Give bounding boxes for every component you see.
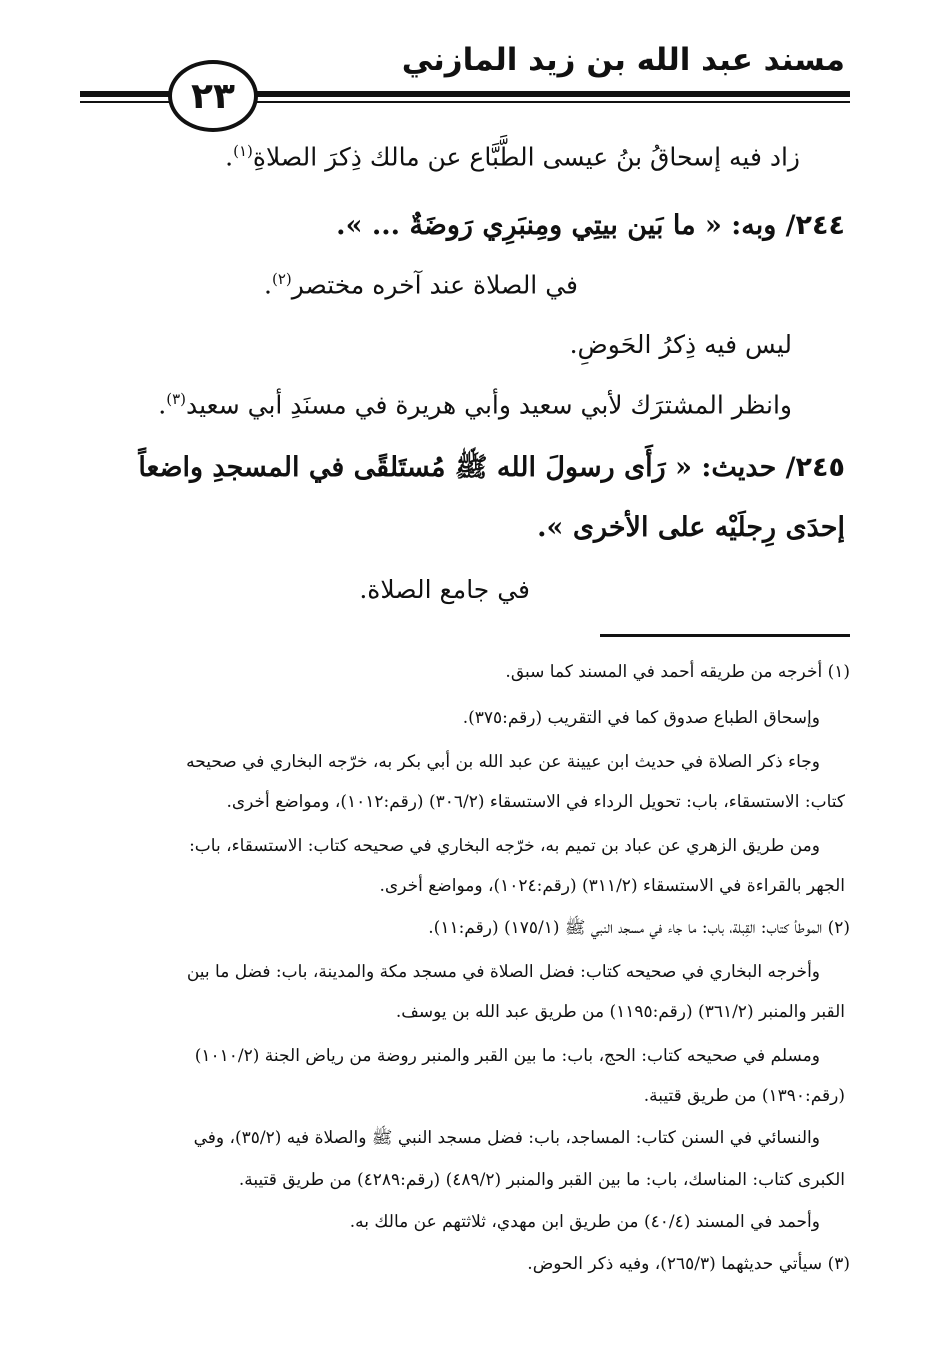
text: زاد فيه إسحاقُ بنُ عيسى الطَّبَّاع عن مالك ذِكرَ الصلاةِ — [252, 142, 800, 172]
hadith-244 — [336, 210, 845, 242]
footnote-ref-1[interactable]: (١) — [233, 142, 253, 160]
footnote-line: (١) أخرجه من طريقه أحمد في المسند كما سبق. — [505, 662, 850, 682]
text-line-3 — [264, 270, 578, 300]
footnote-line: وأحمد في المسند (٤٠/٤) من طريق ابن مهدي، ثلاثتهم عن مالك به. — [349, 1212, 820, 1232]
footnote-line: (٣) سيأتي حديثهما (٢٦٥/٣)، وفيه ذكر الحوض. — [527, 1254, 850, 1274]
text: . — [264, 270, 272, 300]
hadith-245-cont: إحدَى رِجلَيْه على الأخرى ». — [537, 512, 845, 543]
header-rule-left — [80, 91, 180, 97]
hadith-number: ٢٤٤/ — [785, 210, 845, 241]
page-number: ٢٣ — [168, 60, 258, 132]
footnote-line: القبر والمنبر (٣٦١/٢) (رقم:١١٩٥) من طريق عبد الله بن يوسف. — [395, 1002, 845, 1022]
hadith-number: ٢٤٥/ — [785, 452, 845, 483]
footnote-line: وجاء ذكر الصلاة في حديث ابن عيينة عن عبد الله بن أبي بكر به، خرّجه البخاري في صحيحه — [186, 752, 820, 772]
text-line-8: في جامع الصلاة. — [359, 575, 530, 604]
hadith-label: وبه: — [731, 210, 777, 241]
hadith-text: « ما بَين بيتِي ومِنبَرِي رَوضَةٌ ... ». — [336, 210, 722, 241]
footnote-ref-3[interactable]: (٣) — [166, 390, 186, 408]
footnote-line: وأخرجه البخاري في صحيحه كتاب: فضل الصلاة في مسجد مكة والمدينة، باب: فضل ما بين — [186, 962, 820, 982]
footnote-line: وإسحاق الطباع صدوق كما في التقريب (رقم:٣٧٥). — [462, 708, 820, 728]
footnote-line: ومن طريق الزهري عن عباد بن تميم به، خرّجه البخاري في صحيحه كتاب: الاستسقاء، باب: — [189, 836, 820, 856]
hadith-245 — [138, 452, 845, 484]
footnote-line: (رقم:١٣٩٠) من طريق قتيبة. — [643, 1086, 845, 1106]
footnote-ref-2[interactable]: (٢) — [271, 270, 292, 288]
text-line-5 — [158, 390, 792, 420]
text: في الصلاة عند آخره مختصر — [291, 270, 578, 300]
text: . — [158, 390, 167, 420]
text-line-1 — [225, 142, 800, 172]
footnote-line: كتاب: الاستسقاء، باب: تحويل الرداء في الاستسقاء (٣٠٦/٢) (رقم:١٠١٢)، ومواضع أخرى. — [226, 792, 845, 812]
header-rule — [250, 91, 850, 97]
footnote-separator — [600, 634, 850, 637]
footnote-line: ومسلم في صحيحه كتاب: الحج، باب: ما بين القبر والمنبر روضة من رياض الجنة (١٠١٠/٢) — [194, 1046, 820, 1066]
footnote-line: الجهر بالقراءة في الاستسقاء (٣١١/٢) (رقم:١٠٢٤)، ومواضع أخرى. — [379, 876, 845, 896]
footnote-line: الكبرى كتاب: المناسك، باب: ما بين القبر والمنبر (٤٨٩/٢) (رقم:٤٢٨٩) من طريق قتيبة. — [238, 1170, 845, 1190]
text: وانظر المشترَك لأبي سعيد وأبي هريرة في مسنَدِ أبي سعيد — [186, 390, 792, 420]
text-line-4: ليس فيه ذِكرُ الحَوضِ. — [569, 330, 792, 359]
footnote-line: (٢) الموطأ كتاب: القِبلة، باب: ما جاء في مسجد النبي ﷺ (١٧٥/١) (رقم:١١). — [428, 918, 850, 938]
running-title: مسند عبد الله بن زيد المازني — [401, 42, 845, 78]
text: . — [225, 142, 234, 172]
header-rule-left-thin — [80, 101, 180, 103]
hadith-text: « رَأَى رسولَ الله ﷺ مُستَلقًى في المسجدِ واضعاً — [138, 452, 692, 483]
footnote-line: والنسائي في السنن كتاب: المساجد، باب: فضل مسجد النبي ﷺ والصلاة فيه (٣٥/٢)، وفي — [193, 1128, 820, 1148]
header-rule-thin — [250, 101, 850, 103]
hadith-label: حديث: — [701, 452, 777, 483]
